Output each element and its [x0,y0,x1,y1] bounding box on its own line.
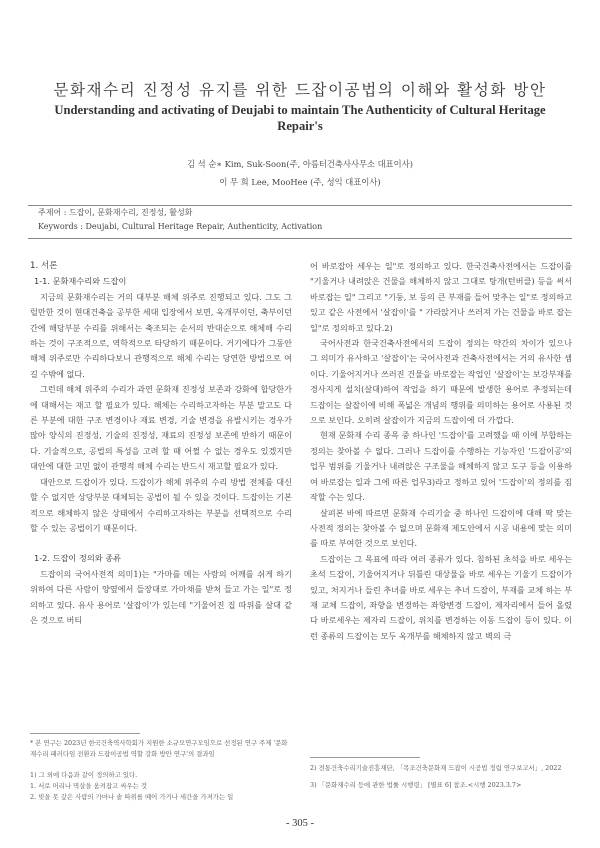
paragraph: 그런데 해체 위주의 수리가 과연 문화재 진정성 보존과 강화에 합당한가에 대해서는 재고 할 필요가 있다. 해체는 수리하고자하는 부분 말고도 다른 부분에 대한 구조 변경이나 재료 변경, 기술 변경을 유발시키는 경우가 많아 양식의 진정성, 기술의 진정성, 재료의 진정성 보존에 반하기 때문이다. 기술적으로, 공법의 특성을 고려 할 때 어쩔 수 없는 경우도 있겠지만 대안에 대한 고민 없이 관행적 해체 수리는 반드시 재고할 필요가 있다. [30,384,292,472]
paragraph: 드잡이는 그 목표에 따라 여러 종류가 있다. 침하된 초석을 바로 세우는 초석 드잡이, 기울어지거나 뒤틀린 대상물을 바로 세우는 기울기 드잡이가 있고, 처지거나 들린 추녀를 바로 세우는 추녀 드잡이, 부재를 교체 하는 부재 교체 드잡이, 좌향을 변경하는 좌향변경 드잡이, 제자리에서 들어 올렸다 바로세우는 제자리 드잡이, 위치를 변경하는 이동 드잡이 등이 있다. 이런 종류의 드잡이는 모두 옥개부를 해체하지 않고 벽의 극 [310,553,572,641]
subsection-heading-1-1: 1-1. 문화재수리와 드잡이 [34,276,127,287]
footnotes-left [30,738,292,803]
footnote-1: 1) 그 외에 다음과 같이 정의하고 있다. [30,771,138,779]
keywords-english: Keywords : Deujabi, Cultural Heritage Repair, Authenticity, Activation [38,222,323,231]
author-line-2: 이 무 희 Lee, MooHee (주, 성익 대표이사) [219,177,381,187]
paper-title-korean: 문화재수리 진정성 유지를 위한 드잡이공법의 이해와 활성화 방안 [53,81,547,99]
paragraph: 지금의 문화재수리는 거의 대부분 해체 위주로 진행되고 있다. 그도 그럴만한 것이 현대건축을 공부한 세대 입장에서 보면, 욱개부이던, 축부이던 간에 해당부분 수리를 위해서는 축조되는 순서의 반대순으로 해체해 수리하는 것이 구조적으로, 역학적으로 타당하기 때문이다. 거기에다가 그동안 해체 위주로만 수리하다보니 관행적으로 해체 수리는 당연한 방법으로 여길 수밖에 없다. [30,291,292,379]
section-heading-introduction: 1. 서론 [30,261,58,271]
author-line-1: 김 석 순∗ Kim, Suk-Soon(주, 아름터건축사사무소 대표이사) [187,159,413,169]
keywords-korean: 주제어 : 드잡이, 문화재수리, 진정성, 활성화 [38,208,193,217]
right-column [310,259,572,644]
subsection-heading-1-2: 1-2. 드잡이 정의와 종류 [34,553,122,564]
paragraph: 국어사전과 한국건축사전에서의 드잡이 정의는 약간의 차이가 있으나 그 의미가 유사하고 '살잡이'는 국어사전과 건축사전에서는 거의 유사한 셈이다. 기울어지거나 쓰러진 건물을 바로잡는 작업인 '살잡이'는 보강부재를 경사지게 설치(살대)하여 작업을 하기 때문에 발생한 용어로 추정되는데 드잡이는 살잡이에 비해 폭넓은 개념의 행위를 의미하는 용어로 사용된 것으로 보인다. 오히려 살잡이가 지금의 드잡이에 더 가깝다. [310,338,572,426]
paragraph: 현재 문화재 수리 종목 중 하나인 '드잡이'를 고려했을 때 이에 부합하는 정의는 찾아볼 수 없다. 그러나 드잡이를 수행하는 기능자인 '드잡이공'의 업무 범위를 기울거나 내려앉은 구조물을 해체하지 않고 도구 등을 이용하여 바로잡는 일과 그에 따른 업무3)라고 정하고 있어 '드잡이'의 정의를 짐작할 수는 있다. [310,430,572,503]
paper-title-english: Understanding and activating of Deujabi to maintain The Authenticity of Cultural Heritage Repair's [54,103,546,133]
footnotes-right [310,763,572,791]
footnote-1-item: 1. 서로 머리나 멱살을 움켜잡고 싸우는 것 [30,782,148,790]
paragraph: 살펴본 바에 따르면 문화재 수리기술 중 하나인 드잡이에 대해 딱 맞는 사전적 정의는 찾아볼 수 없으며 문화재 제도안에서 시공 내용에 맞는 의미를 따로 부여한 것으로 보인다. [310,507,572,549]
footnote-2: 2) 전통건축수리기술진흥재단, 「목조건축문화재 드잡이 시공법 정립 연구보고서」, 2022 [310,764,562,772]
footnote-divider [30,733,140,734]
paragraph: 드잡이의 국어사전적 의미1)는 "가마를 메는 사람의 어깨를 쉬게 하기 위하여 다른 사람이 양옆에서 들장대로 가마채를 받쳐 들고 가는 일"로 정의하고 있다. 유사 용어로 '살잡이'가 있는데 "기울어진 집 따위를 살대 같은 것으로 버티 [30,568,292,625]
page-number: - 305 - [286,818,314,829]
paragraph: 대안으로 드잡이가 있다. 드잡이가 해체 위주의 수리 방법 전체를 대신할 수 없지만 상당부분 대체되는 공법이 될 수 있을 것이다. 드잡이는 기본적으로 해체하지 않은 상태에서 수리하고자하는 부분을 선택적으로 수리 할 수 있는 공법이기 때문이다. [30,476,292,533]
footnote-3: 3) 「문화재수리 등에 관한 법률 시행령」 [별표 6] 참조.<시행 2023.3.7> [310,781,522,789]
footnote-1-item: 2. 빚을 못 갚은 사람의 가마나 솥 따위를 떼어 가거나 세간을 가져가는 일 [30,793,234,801]
footnote-divider [310,757,420,758]
left-column [30,259,292,628]
paragraph: 어 바로잡아 세우는 일"로 정의하고 있다. 한국건축사전에서는 드잡이를 "기울거나 내려앉은 건물을 해체하지 않고 그대로 탕개(턴버클) 등을 써서 바로잡는 일" 그리고 "기둥, 보 등의 큰 부재를 들어 맞추는 일"로 정의하고 있고 같은 사전에서 '살잡이'를 " 가라앉거나 쓰러져 가는 건물을 바로 잡는 일"로 정의하고 있다.2) [310,261,572,333]
footnote-funding: * 본 연구는 2023년 한국건축역사학회가 지원한 소규모연구모임으로 선정된 연구 주제 '문화재수리 패러다임 전환과 드잡이공법 역할 강화 방안 연구'의 결과임 [30,739,288,758]
